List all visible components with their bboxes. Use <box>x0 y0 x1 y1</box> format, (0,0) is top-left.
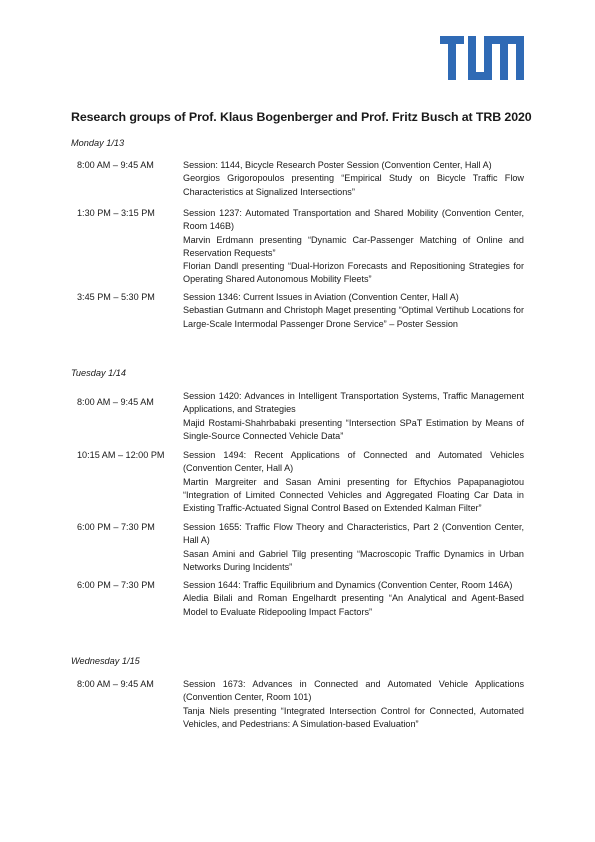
session-line: Session 1644: Traffic Equilibrium and Dynamics (Convention Center, Room 146A) <box>183 580 513 590</box>
presentation-line: Tanja Niels presenting “Integrated Intersection Control for Connected, Automated Vehicles, and Pedestrians: A Simulation-based Evaluation” <box>183 705 524 729</box>
entry-time: 3:45 PM – 5:30 PM <box>77 292 155 302</box>
entry-details <box>183 678 524 731</box>
entry-time: 6:00 PM – 7:30 PM <box>77 580 155 590</box>
entry-details <box>183 449 524 515</box>
session-line: Session 1494: Recent Applications of Connected and Automated Vehicles (Convention Center, Hall A) <box>183 450 524 474</box>
entry-details <box>183 390 524 443</box>
session-line: Session 1346: Current Issues in Aviation (Convention Center, Hall A) <box>183 292 459 302</box>
session-line: Session 1655: Traffic Flow Theory and Characteristics, Part 2 (Convention Center, Hall A) <box>183 522 524 546</box>
day-heading-wednesday: Wednesday 1/15 <box>71 656 140 666</box>
entry-time: 6:00 PM – 7:30 PM <box>77 522 155 532</box>
tum-logo <box>440 36 524 80</box>
day-heading-tuesday: Tuesday 1/14 <box>71 368 126 378</box>
presentation-line: Sasan Amini and Gabriel Tilg presenting “Macroscopic Traffic Dynamics in Urban Networks During Incidents” <box>183 548 524 572</box>
entry-time: 10:15 AM – 12:00 PM <box>77 450 165 460</box>
presentation-line: Martin Margreiter and Sasan Amini presenting for Eftychios Papapanagiotou “Integration of Limited Connected Vehicles and Aggregated Floating Car Data in Existing Traffic-Actuated Signal Control Based on Extended Kalman Filter” <box>183 476 524 514</box>
entry-details <box>183 521 524 574</box>
entry-time: 8:00 AM – 9:45 AM <box>77 397 154 407</box>
presentation-line: Georgios Grigoropoulos presenting “Empirical Study on Bicycle Traffic Flow Characteristics at Signalized Intersections” <box>183 173 524 197</box>
entry-time: 8:00 AM – 9:45 AM <box>77 160 154 170</box>
entry-details <box>183 579 524 619</box>
session-line: Session 1237: Automated Transportation and Shared Mobility (Convention Center, Room 146B) <box>183 208 524 232</box>
entry-time: 1:30 PM – 3:15 PM <box>77 208 155 218</box>
day-heading-monday: Monday 1/13 <box>71 138 125 148</box>
entry-details <box>183 159 524 199</box>
entry-time: 8:00 AM – 9:45 AM <box>77 679 154 689</box>
entry-details <box>183 207 524 287</box>
presentation-line: Sebastian Gutmann and Christoph Maget presenting “Optimal Vertihub Locations for Large-Scale Intermodal Passenger Drone Service” – Poster Session <box>183 305 524 329</box>
session-line: Session 1420: Advances in Intelligent Transportation Systems, Traffic Management Applications, and Strategies <box>183 391 524 415</box>
presentation-line: Florian Dandl presenting “Dual-Horizon Forecasts and Repositioning Strategies for Operating Shared Autonomous Mobility Fleets” <box>183 261 524 285</box>
page-title: Research groups of Prof. Klaus Bogenberger and Prof. Fritz Busch at TRB 2020 <box>71 110 532 124</box>
presentation-line: Aledia Bilali and Roman Engelhardt presenting “An Analytical and Agent-Based Model to Evaluate Ridepooling Impact Factors” <box>183 593 524 617</box>
presentation-line: Marvin Erdmann presenting “Dynamic Car-Passenger Matching of Online and Reservation Requests” <box>183 234 524 258</box>
entry-details <box>183 291 524 331</box>
session-line: Session: 1144, Bicycle Research Poster Session (Convention Center, Hall A) <box>183 160 492 170</box>
session-line: Session 1673: Advances in Connected and Automated Vehicle Applications (Convention Center, Room 101) <box>183 679 524 703</box>
presentation-line: Majid Rostami-Shahrbabaki presenting “Intersection SPaT Estimation by Means of Single-Source Connected Vehicle Data” <box>183 417 524 441</box>
